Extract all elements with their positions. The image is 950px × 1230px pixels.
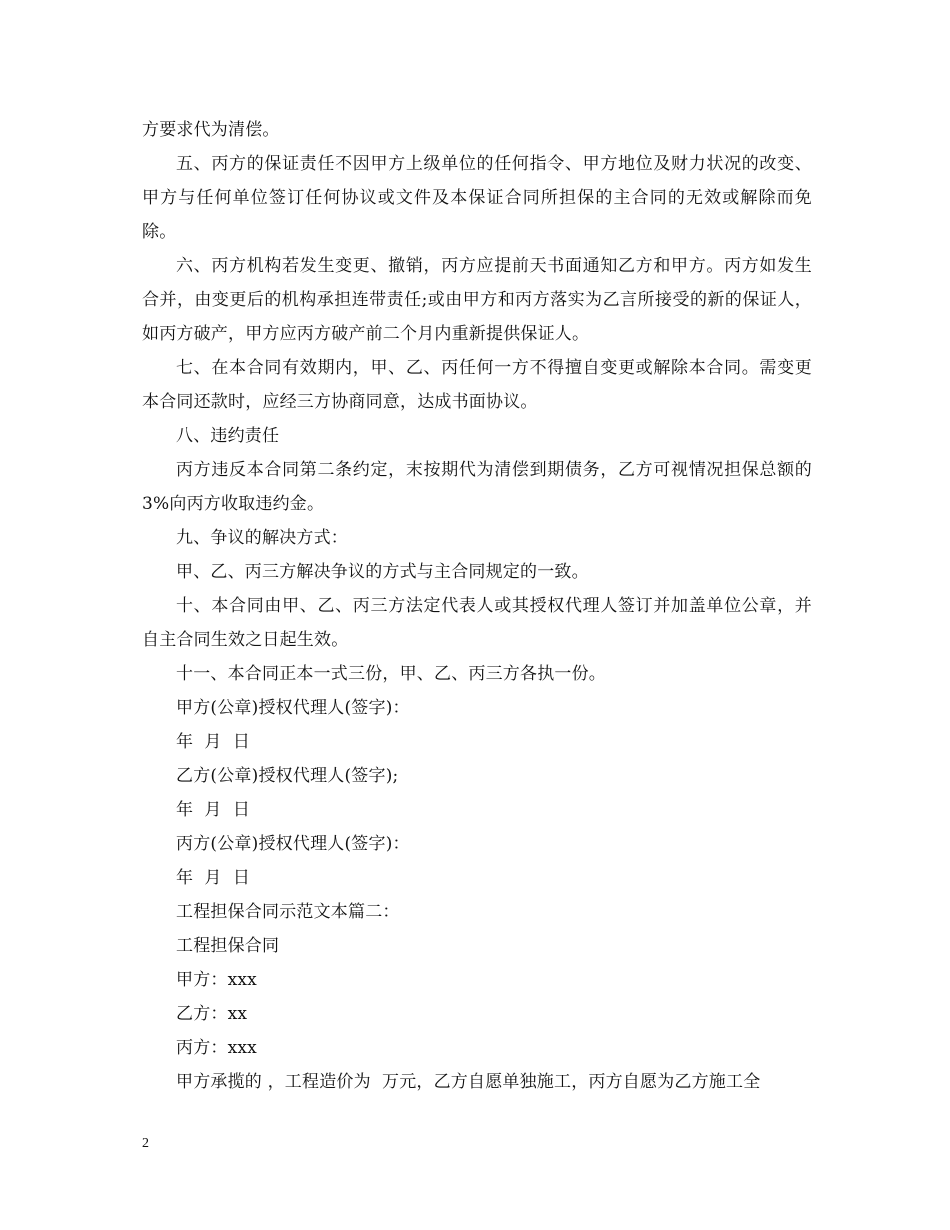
section-heading: 八、违约责任: [176, 426, 280, 446]
paragraph: 七、在本合同有效期内，甲、乙、丙任何一方不得擅自变更或解除本合同。需变更本合同还款时，应经三方协商同意，达成书面协议。: [142, 358, 812, 412]
party-a-line: 甲方：xxx: [176, 970, 257, 990]
paragraph: 丙方违反本合同第二条约定，末按期代为清偿到期债务，乙方可视情况担保总额的 3%向丙方收取违约金。: [142, 460, 812, 514]
paragraph: 十一、本合同正本一式三份，甲、乙、丙三方各执一份。: [176, 664, 606, 684]
paragraph: 十、本合同由甲、乙、丙三方法定代表人或其授权代理人签订并加盖单位公章，并自主合同生效之日起生效。: [142, 596, 812, 650]
signature-line-party-b: 乙方(公章)授权代理人(签字);: [176, 766, 399, 786]
party-c-line: 丙方：xxx: [176, 1038, 257, 1058]
signature-line-party-a: 甲方(公章)授权代理人(签字)：: [176, 698, 410, 718]
paragraph: 六、丙方机构若发生变更、撤销，丙方应提前天书面通知乙方和甲方。丙方如发生合并，由变更后的机构承担连带责任;或由甲方和丙方落实为乙言所接受的新的保证人，如丙方破产，甲方应丙方破产前二个月内重新提供保证人。: [142, 256, 812, 344]
document-body: [142, 113, 812, 1099]
date-line: 年 月 日: [176, 732, 251, 752]
contract-title: 工程担保合同: [176, 936, 280, 956]
paragraph: 甲、乙、丙三方解决争议的方式与主合同规定的一致。: [176, 562, 589, 582]
signature-line-party-c: 丙方(公章)授权代理人(签字)：: [176, 834, 410, 854]
date-line: 年 月 日: [176, 800, 251, 820]
section-heading: 九、争议的解决方式：: [176, 528, 348, 548]
paragraph: 甲方承揽的 ，工程造价为 万元，乙方自愿单独施工，丙方自愿为乙方施工全: [176, 1072, 761, 1092]
paragraph: 方要求代为清偿。: [142, 120, 280, 140]
page-number: 2: [142, 1136, 149, 1151]
date-line: 年 月 日: [176, 868, 251, 888]
party-b-line: 乙方：xx: [176, 1004, 248, 1024]
section-title: 工程担保合同示范文本篇二：: [176, 902, 400, 922]
paragraph: 五、丙方的保证责任不因甲方上级单位的任何指令、甲方地位及财力状况的改变、甲方与任何单位签订任何协议或文件及本保证合同所担保的主合同的无效或解除而免除。: [142, 154, 812, 242]
